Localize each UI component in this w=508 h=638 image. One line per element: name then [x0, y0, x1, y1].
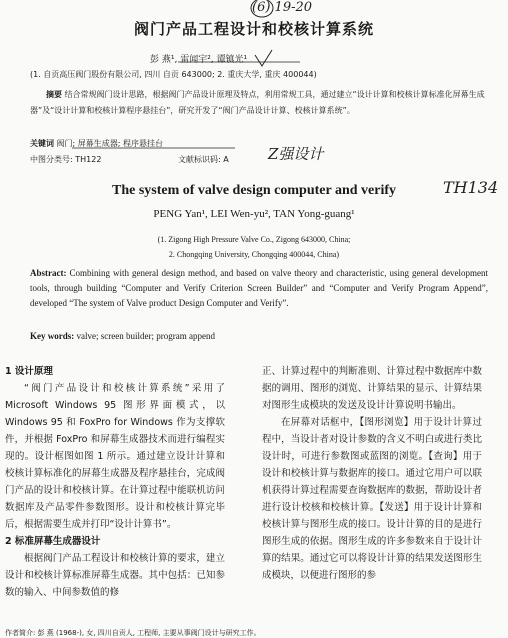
- abstract-cn: [30, 87, 486, 119]
- keywords-cn-text: 阀门; 屏幕生成器; 程序悬挂台: [56, 139, 164, 148]
- abstract-cn-text: 结合常规阀门设计思路，根据阀门产品设计原理及特点，利用常规工具，通过建立“设计计算和校核计算标准化屏幕生成器”及“设计计算和校核计算程序悬挂台”，研究开发了“阀门产品设计计算、校核计算系统”。: [30, 90, 485, 115]
- abstract-en-label: Abstract:: [30, 268, 67, 278]
- body-left-column: [5, 363, 225, 601]
- right-text-continued: 正、计算过程中的判断准则、计算过程中数据库中数据的调用、图形的浏览、计算结果的显示、计算结果对图形生成模块的发送及设计计算说明书输出。: [262, 366, 482, 411]
- abstract-cn-label: 摘要: [46, 90, 62, 99]
- keywords-cn-label: 关键词: [30, 139, 54, 148]
- section-2-heading: 2 标准屏幕生成器设计: [5, 536, 101, 547]
- body-right-column: [262, 363, 482, 584]
- right-text-paragraph: 在屏幕对话框中，【图形浏览】用于设计计算过程中，当设计者对设计参数的含义不明白或进行类比设计时，可进行参数图或蓝图的浏览。【查询】用于设计和校核计算与数据库的接口。通过它用户可以联机获得计算过程需要查询数据库的数据，帮助设计者进行设计校核和校核计算。【发送】用于设计计算和校核计算与图形生成的接口。设计计算的目的是进行图形生成的依据。图形生成的许多参数来自于设计计算的结果。通过它可以将设计计算的结果发送图形生成模块，以便进行图形的参: [262, 417, 482, 581]
- paper-title-en: The system of valve design computer and verify: [112, 183, 396, 198]
- keywords-en-label: Key words:: [30, 331, 75, 341]
- keywords-en-text: valve; screen builder; program append: [76, 331, 215, 341]
- classification-number: 中图分类号: TH122: [30, 155, 102, 164]
- affiliation-en-2: 2. Chongqing University, Chongqing 400044, China): [168, 250, 340, 259]
- abstract-en-text: Combining with general design method, and based on valve theory and characteristic, using general development tools, through building “Computer and Verify Criterion Screen Builder” and “Computer and Verify Program Append”, developed “The system of Valve product Design Computer and Verify”.: [30, 268, 488, 308]
- abstract-en: [30, 266, 488, 311]
- handwritten-class-note: TH134: [443, 178, 499, 197]
- section-1-text: “阀门产品设计和校核计算系统”采用了 Microsoft Windows 95 图形界面模式，以 Windows 95 和 FoxPro for Windows 作为支撑软件，并根据 FoxPro 和屏幕生成器技术而进行编程实现的。设计框图如图 1 所示。通过建立设计计算和校核计算标准化的屏幕生成器及程序悬挂台，完成阀门产品的设计和校核计算。在计算过程中能联机访问数据库及产品零件参数图形。设计和校核计算完毕后，根据需要生成并打印“设计计算书”。: [5, 383, 225, 530]
- section-2-text: 根据阀门产品工程设计和校核计算的要求，建立设计和校核计算标准屏幕生成器。其中包括：已知参数的输入、中间参数值的修: [5, 553, 225, 598]
- section-1-heading: 1 设计原理: [5, 366, 53, 377]
- document-code: 文献标识码: A: [178, 155, 229, 164]
- affiliation-en-1: (1. Zigong High Pressure Valve Co., Zigong 643000, China;: [157, 235, 351, 244]
- keywords-cn: [30, 138, 163, 149]
- author-footnote: 作者简介: 彭 燕 (1968-), 女, 四川自贡人, 工程师, 主要从事阀门设计与研究工作。: [5, 629, 261, 637]
- handwritten-page-note: (6) 19-20: [252, 0, 313, 15]
- circle-mark: [251, 0, 273, 17]
- authors-cn: 彭 燕¹, 雷闻宇², 谭镇光¹: [150, 55, 248, 65]
- paper-title-cn: 阀门产品工程设计和校核计算系统: [133, 20, 374, 38]
- handwritten-code-note: Z强设计: [268, 145, 324, 163]
- keywords-en: [30, 331, 215, 341]
- check-mark: [255, 50, 272, 66]
- affiliation-cn: (1. 自贡高压阀门股份有限公司, 四川 自贡 643000; 2. 重庆大学, 重庆 400044): [30, 70, 317, 79]
- authors-en: PENG Yan¹, LEI Wen-yu², TAN Yong-guang¹: [153, 208, 355, 220]
